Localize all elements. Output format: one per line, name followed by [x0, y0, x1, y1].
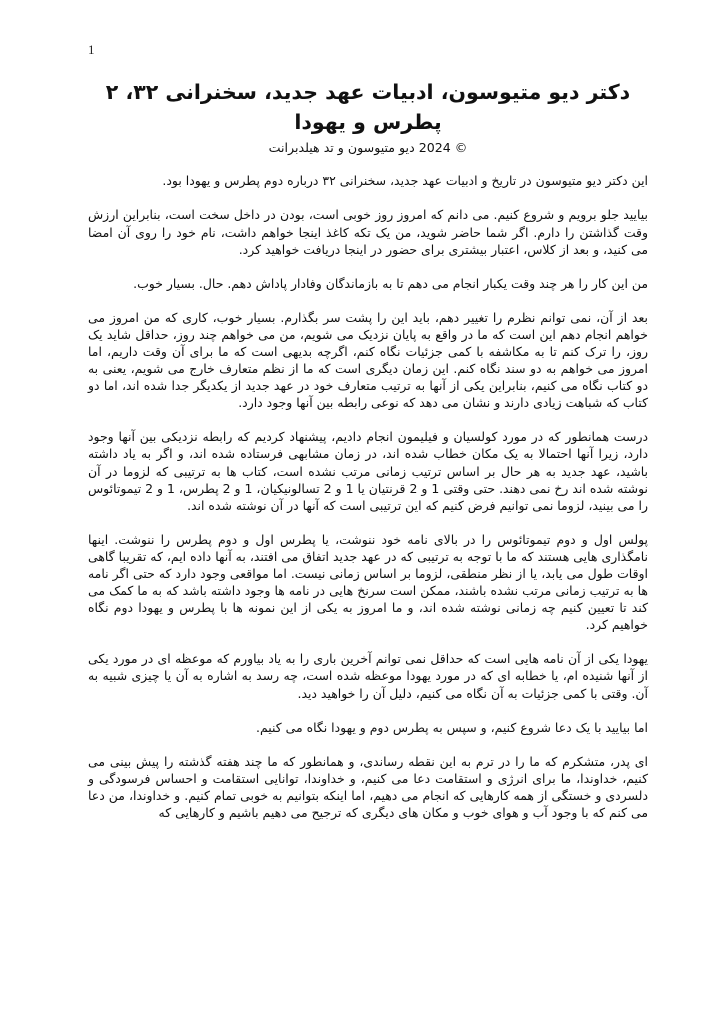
paragraphs	[88, 172, 648, 821]
document-body	[88, 78, 648, 838]
page-number: 1	[88, 42, 95, 57]
paragraph: من این کار را هر چند وقت یکبار انجام می دهم تا به بازماندگان وفادار پاداش دهم. حال. بسیار خوب.	[133, 275, 648, 291]
copyright-line: © 2024 دیو متیوسون و تد هیلدبرانت	[268, 140, 468, 156]
paragraph: ای پدر، متشکرم که ما را در ترم به این نقطه رساندی، و همانطور که ما چند هفته گذشته را پیش بینی می کنیم، خداوندا، ما برای انرژی و استقامت دعا می کنیم، و خداوندا، توانایی استقامت و احساس فرسودگی و دلسردی و خستگی از همه کارهایی که انجام می دهیم، اما اینکه بتوانیم به خوبی تمام کنیم. و خداوندا، من دعا می کنم که با وجود آب و هوای خوب و مکان های دیگری که ترجیح می دهیم باشیم و کارهایی که	[88, 753, 648, 821]
paragraph: بعد از آن، نمی توانم نظرم را تغییر دهم، باید این را پشت سر بگذارم. بسیار خوب، کاری که من امروز می خواهم انجام دهم این است که ما در واقع به پایان نزدیک می شویم، من می خواهم چند روز، حداقل شاید یک روز، را ترک کنم تا به مکاشفه با کمی جزئیات نگاه کنم، اگرچه بدیهی است که ما برای آن وقت داریم، اما امروز می خواهم به دو سند نگاه کنم. این زمان دیگری است که ما از نظم متعارف خارج می شویم، یعنی به دو کتاب نگاه می کنیم، بنابراین یکی از آنها به ترتیب متعارف خود در عهد جدید از یکدیگر جدا شده اند، اما دو کتاب که شباهت زیادی دارند و نشان می دهد که نوعی رابطه بین آنها وجود دارد.	[88, 309, 648, 411]
paragraph: پولس اول و دوم تیموتائوس را در بالای نامه خود ننوشت، یا پطرس اول و دوم پطرس را ننوشت. اینها نامگذاری هایی هستند که ما با توجه به ترتیبی که در عهد جدید اتفاق می افتند، به آنها داده ایم، که تقریبا گاهی اوقات طول می یابد، یا از نظر منطقی، لزوما بر اساس زمانی نیست. اما مواقعی وجود دارد که حتی اگر نامه ها به ترتیب زمانی مرتب نشده باشند، ممکن است سرنخ هایی در نامه ها وجود داشته باشد که به ما کمک می کند تا تعیین کنیم چه زمانی نوشته شده اند، و ما امروز به یکی از این نمونه ها با پطرس و یهودا دوم نگاه خواهیم کرد.	[88, 531, 648, 633]
document-title: دکتر دیو متیوسون، ادبیات عهد جدید، سخنرانی ۳۲، ۲ پطرس و یهودا	[105, 80, 631, 134]
paragraph: اما بیایید با یک دعا شروع کنیم، و سپس به پطرس دوم و یهودا نگاه می کنیم.	[256, 719, 648, 735]
paragraph: این دکتر دیو متیوسون در تاریخ و ادبیات عهد جدید، سخنرانی ۳۲ درباره دوم پطرس و یهودا بود.	[162, 173, 648, 189]
paragraph: یهودا یکی از آن نامه هایی است که حداقل نمی توانم آخرین باری را به یاد بیاورم که موعظه ای در مورد یکی از آنها شنیده ام، یا خطابه ای که در مورد یهودا موعظه شده است، چه رسد به اشاره به آن یا چیزی شبیه به آن. وقتی با کمی جزئیات به آن نگاه می کنیم، دلیل آن را خواهید دید.	[88, 651, 648, 701]
paragraph: بیایید جلو برویم و شروع کنیم. می دانم که امروز روز خوبی است، بودن در داخل سخت است، بنابراین ارزش وقت گذاشتن را دارم. اگر شما حاضر شوید، من یک تکه کاغذ اینجا خواهم داشت، نام خود را روی آن امضا می کنید، و بعد از کلاس، اعتبار بیشتری برای حضور در اینجا دریافت خواهید کرد.	[88, 207, 648, 257]
paragraph: درست همانطور که در مورد کولسیان و فیلیمون انجام دادیم، پیشنهاد کردیم که رابطه نزدیکی بین آنها وجود دارد، زیرا آنها احتمالا به یک مکان خطاب شده اند، در زمان مشابهی فرستاده شده اند، و اگر به یاد داشته باشید، عهد جدید به هر حال بر اساس ترتیب زمانی مرتب نشده است، کتاب ها به ترتیبی که لزوما در آن نوشته شده اند رخ نمی دهند. حتی وقتی 1 و 2 قرنتیان یا 1 و 2 تسالونیکیان، 1 و 2 پطرس، 1 و 2 تیموتائوس را می بینید، لزوما نمی توانیم فرض کنیم که این ترتیبی است که آنها در آن نوشته شده اند.	[88, 429, 648, 513]
